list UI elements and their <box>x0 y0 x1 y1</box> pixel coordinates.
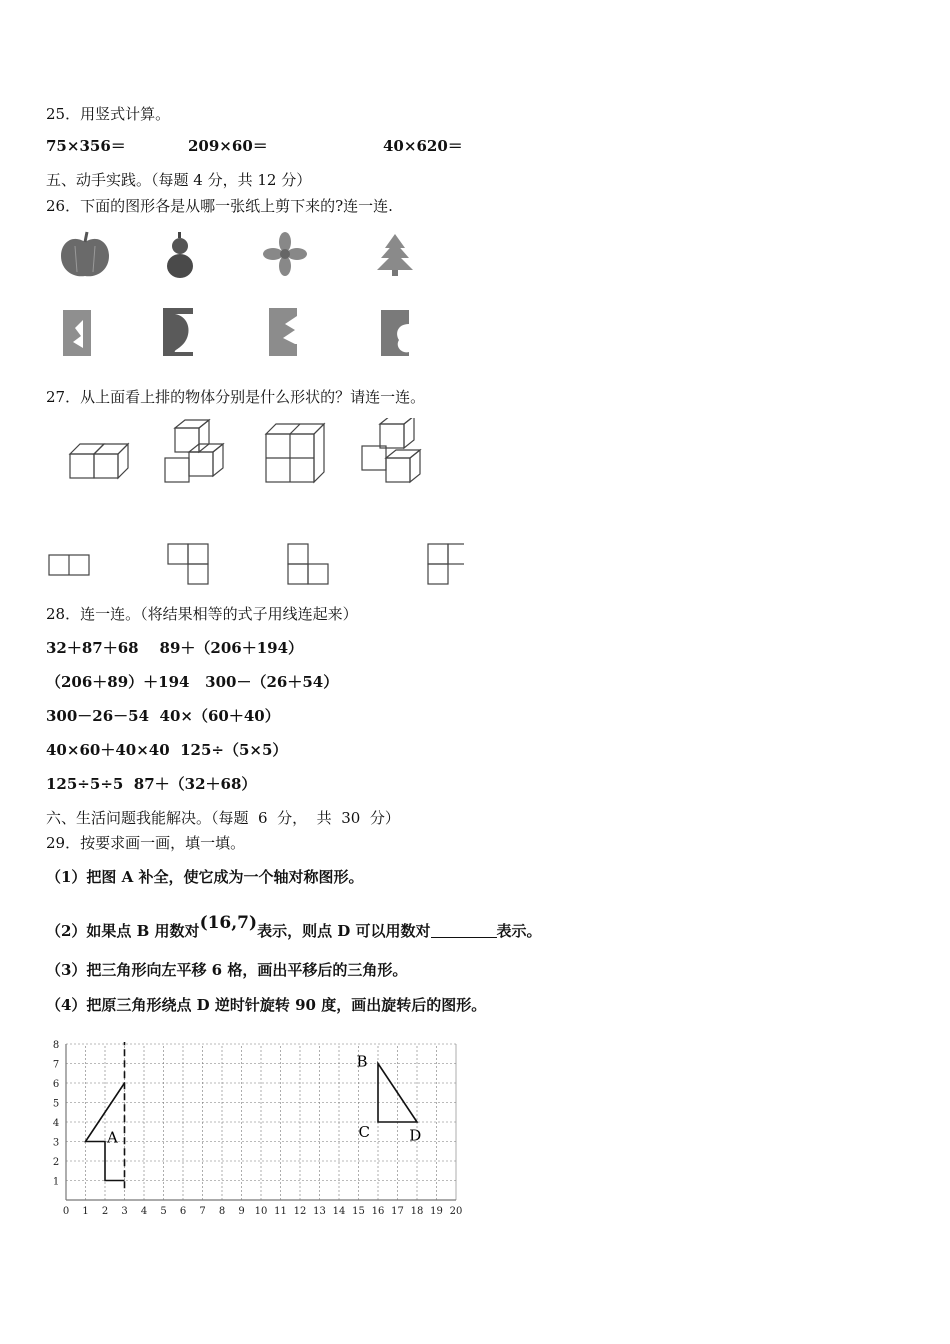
q29-title: 29．按要求画一画，填一填。 <box>46 834 246 852</box>
q28-row-1: 32＋87＋68 89＋（206＋194） <box>46 639 304 657</box>
q25-title: 25．用竖式计算。 <box>46 105 171 123</box>
paper-4 <box>381 310 409 356</box>
label-c: C <box>358 1122 370 1141</box>
q28-title: 28．连一连。（将结果相等的式子用线连起来） <box>46 605 358 623</box>
coordinate-pair: (16,7) <box>199 913 258 933</box>
x-tick-label: 20 <box>449 1206 463 1217</box>
q27-figure <box>44 418 464 593</box>
label-d: D <box>409 1126 422 1145</box>
q28-row-5: 125÷5÷5 87＋（32＋68） <box>46 775 257 793</box>
q29-part-2-mid: 表示，则点 D 可以用数对 <box>257 922 431 940</box>
object-4 <box>362 418 420 482</box>
object-1 <box>70 444 128 478</box>
gourd-shape <box>167 232 193 278</box>
x-tick-label: 7 <box>199 1206 206 1217</box>
top-view-3 <box>288 544 328 584</box>
x-tick-label: 13 <box>313 1206 326 1217</box>
x-tick-label: 1 <box>82 1206 89 1217</box>
object-2 <box>165 420 223 482</box>
x-tick-label: 9 <box>238 1206 245 1217</box>
q29-part-1: （1）把图 A 补全，使它成为一个轴对称图形。 <box>46 868 364 886</box>
x-tick-label: 6 <box>179 1206 187 1217</box>
q25-expr-2: 209×60＝ <box>188 137 268 155</box>
label-b: B <box>356 1052 368 1071</box>
x-tick-label: 12 <box>293 1206 307 1217</box>
x-tick-label: 5 <box>160 1206 167 1217</box>
flower-shape <box>263 232 307 276</box>
y-axis-ticks <box>53 1040 59 1188</box>
x-tick-label: 8 <box>218 1206 226 1217</box>
top-view-4 <box>428 544 464 584</box>
x-tick-label: 19 <box>430 1206 443 1217</box>
q29-part-3: （3）把三角形向左平移 6 格，画出平移后的三角形。 <box>46 961 408 979</box>
q28-row-2: （206＋89）＋194 300－（26＋54） <box>46 673 339 691</box>
top-view-2 <box>168 544 208 584</box>
q25-expr-1: 75×356＝ <box>46 137 126 155</box>
y-tick-label: 2 <box>52 1157 60 1168</box>
answer-blank[interactable] <box>431 923 497 938</box>
q27-title: 27．从上面看上排的物体分别是什么形状的？请连一连。 <box>46 388 426 406</box>
coordinate-grid <box>40 1030 470 1220</box>
section6-title: 六、生活问题我能解决。（每题 6 分， 共 30 分） <box>46 809 400 827</box>
y-tick-label: 8 <box>52 1040 60 1051</box>
q26-title: 26．下面的图形各是从哪一张纸上剪下来的?连一连. <box>46 197 393 215</box>
paper-2 <box>163 308 193 356</box>
x-tick-label: 3 <box>121 1206 128 1217</box>
q29-part-2-pre: （2）如果点 B 用数对 <box>46 922 200 940</box>
triangle-bcd <box>378 1064 417 1123</box>
y-tick-label: 4 <box>52 1118 60 1129</box>
label-a: A <box>106 1128 118 1147</box>
x-axis-ticks <box>63 1206 463 1217</box>
x-tick-label: 18 <box>410 1206 424 1217</box>
q25-expr-3: 40×620＝ <box>383 137 463 155</box>
y-tick-label: 6 <box>52 1079 60 1090</box>
x-tick-label: 10 <box>254 1206 268 1217</box>
x-tick-label: 2 <box>101 1206 109 1217</box>
y-tick-label: 3 <box>52 1137 60 1149</box>
x-tick-label: 17 <box>391 1206 404 1217</box>
q29-part-2 <box>46 913 542 941</box>
q28-row-3: 300－26－54 40×（60＋40） <box>46 707 280 725</box>
q29-part-4: （4）把原三角形绕点 D 逆时针旋转 90 度，画出旋转后的图形。 <box>46 996 487 1014</box>
q28-row-4: 40×60＋40×40 125÷（5×5） <box>46 741 288 759</box>
object-3 <box>266 424 324 482</box>
x-tick-label: 16 <box>371 1206 385 1217</box>
paper-3 <box>269 308 297 356</box>
y-tick-label: 1 <box>52 1176 60 1188</box>
x-tick-label: 0 <box>62 1206 70 1217</box>
q29-part-2-post: 表示。 <box>496 922 542 940</box>
paper-1 <box>63 310 91 356</box>
y-tick-label: 7 <box>52 1059 60 1071</box>
x-tick-label: 15 <box>352 1206 365 1217</box>
top-view-1 <box>49 555 89 575</box>
y-tick-label: 5 <box>52 1098 60 1110</box>
tree-shape <box>377 234 413 276</box>
section5-title: 五、动手实践。（每题 4 分，共 12 分） <box>46 171 312 189</box>
q26-figure <box>55 228 455 368</box>
apple-shape <box>61 232 109 276</box>
x-tick-label: 11 <box>274 1206 287 1217</box>
x-tick-label: 14 <box>332 1206 346 1217</box>
x-tick-label: 4 <box>140 1206 148 1217</box>
